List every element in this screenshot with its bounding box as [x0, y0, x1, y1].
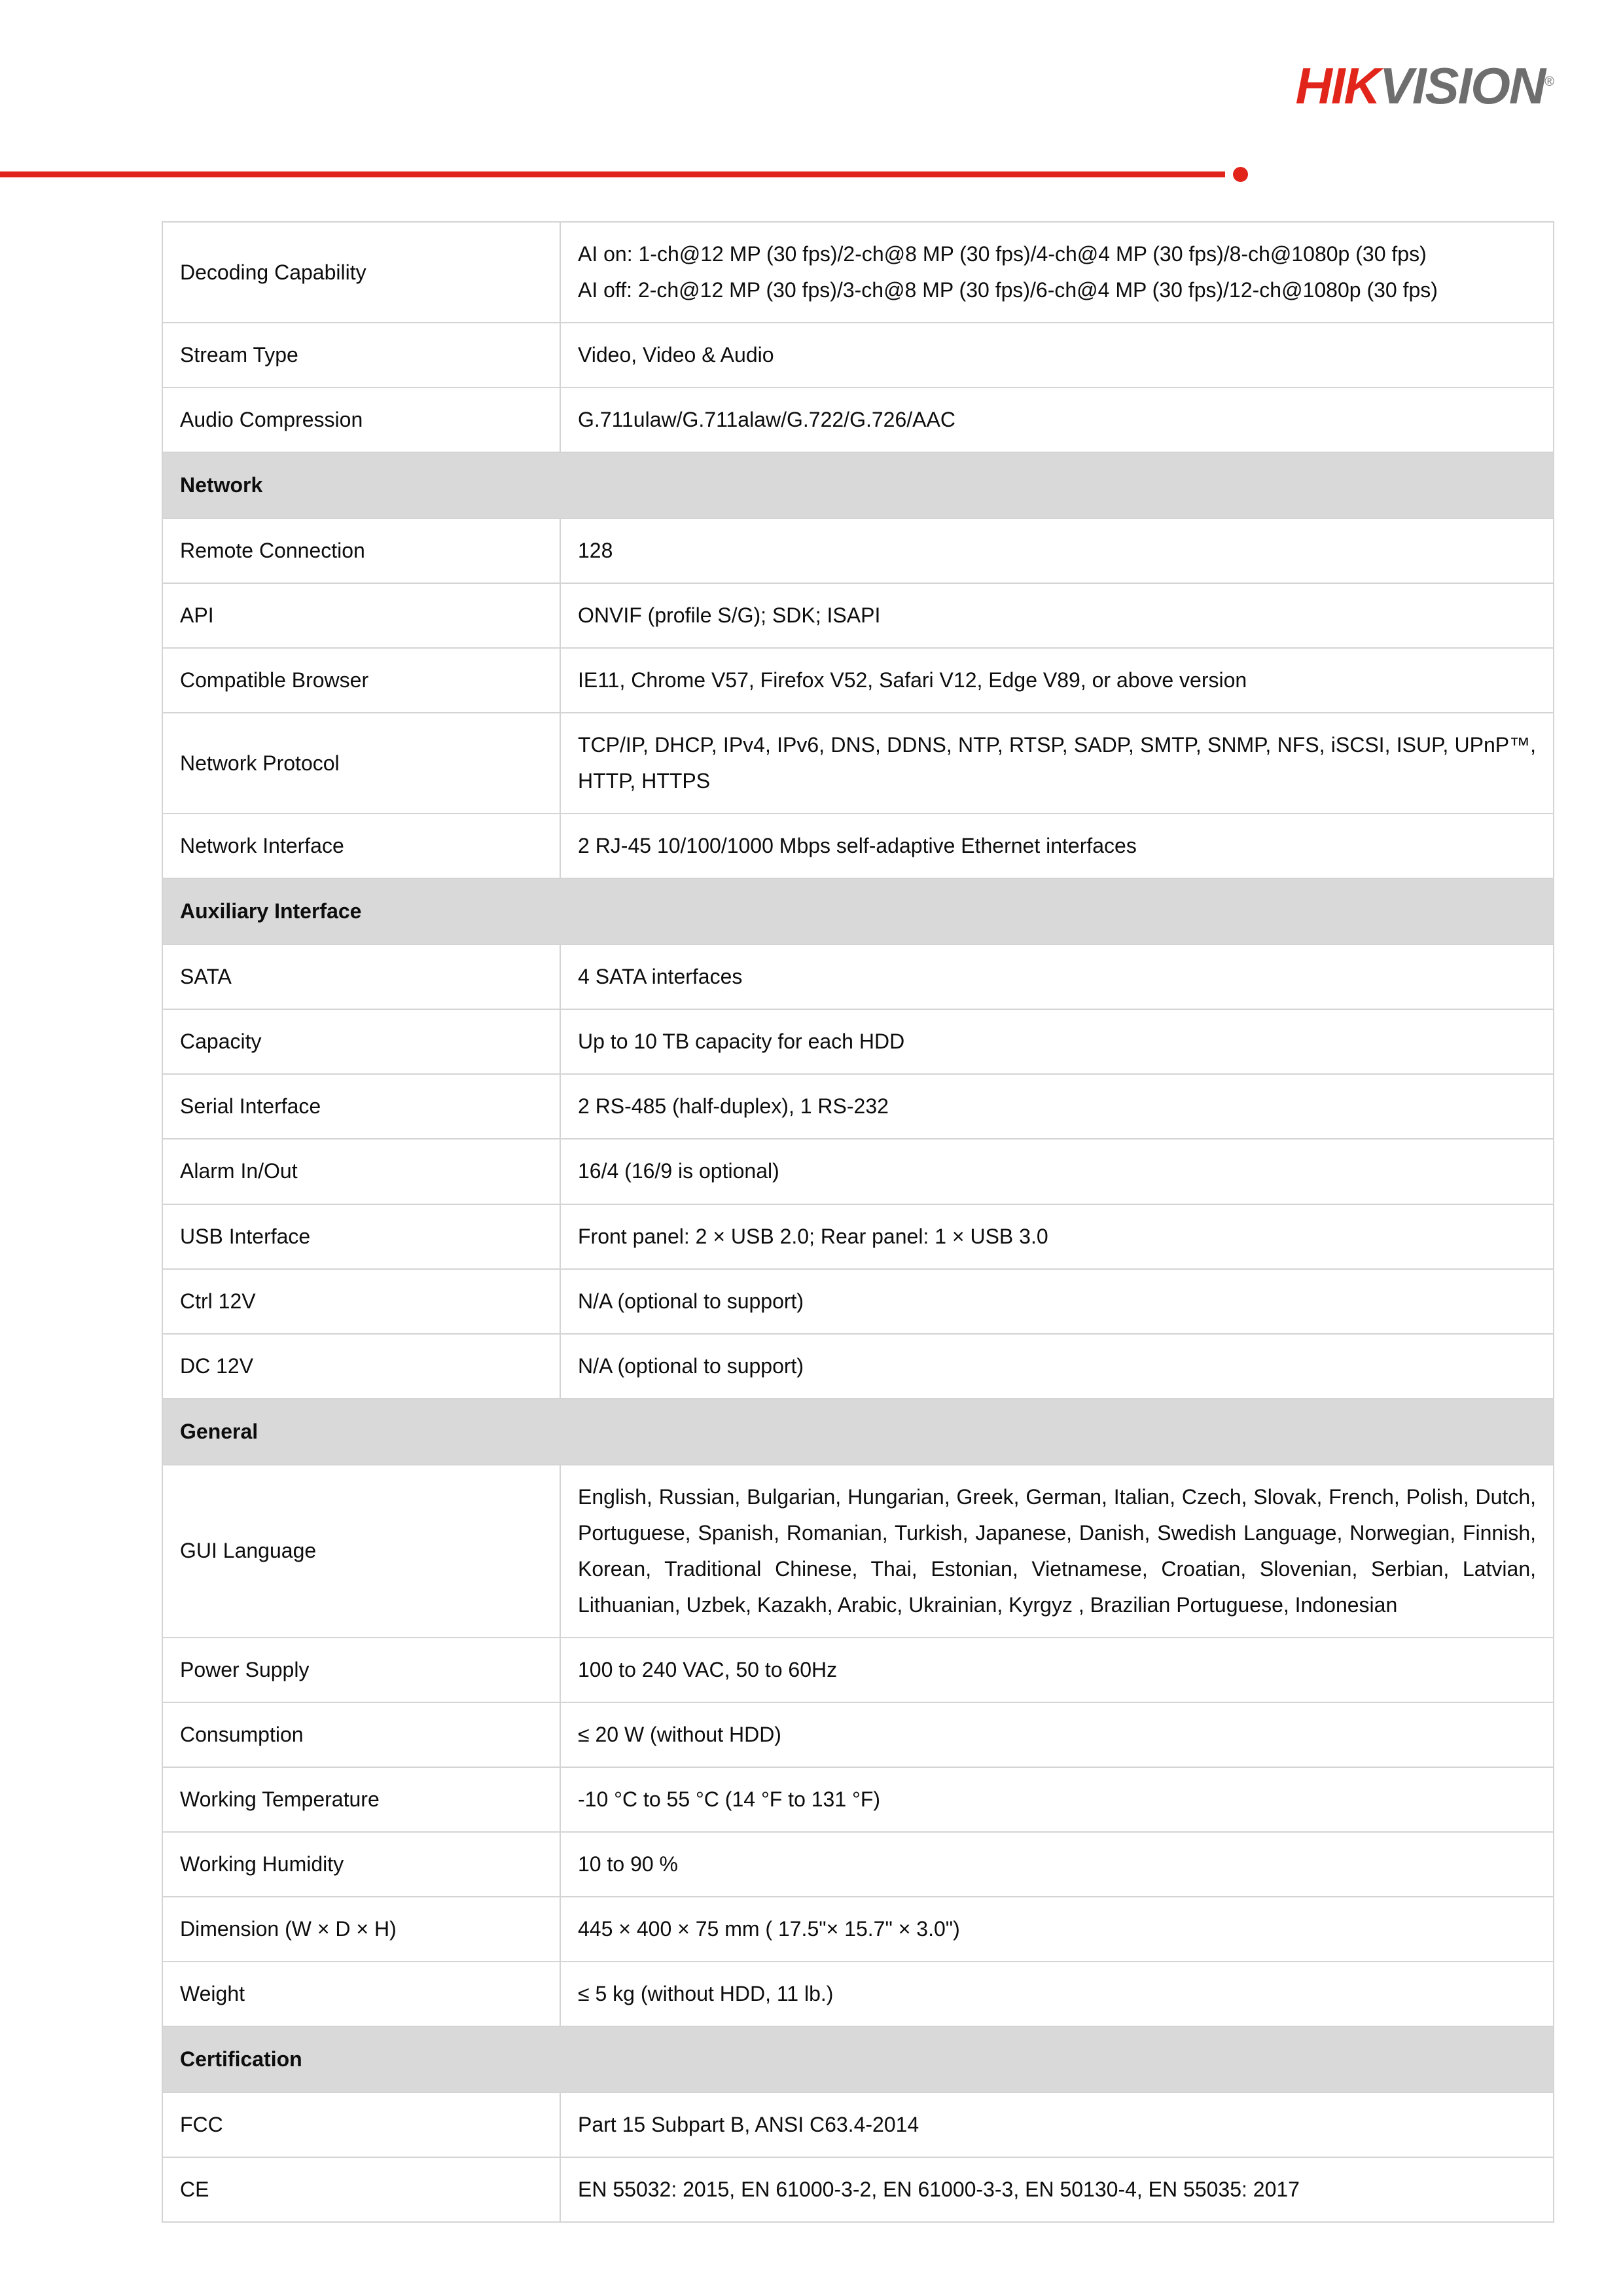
spec-label: Network Protocol — [162, 713, 560, 814]
spec-value: ≤ 5 kg (without HDD, 11 lb.) — [560, 1962, 1554, 2026]
spec-label: API — [162, 583, 560, 648]
spec-label: Ctrl 12V — [162, 1269, 560, 1334]
table-row — [162, 518, 1554, 583]
spec-value: 10 to 90 % — [560, 1832, 1554, 1897]
spec-label: Working Temperature — [162, 1767, 560, 1832]
spec-value: ≤ 20 W (without HDD) — [560, 1702, 1554, 1767]
spec-label: Network Interface — [162, 814, 560, 878]
spec-value: N/A (optional to support) — [560, 1269, 1554, 1334]
spec-label: Consumption — [162, 1702, 560, 1767]
spec-value: Part 15 Subpart B, ANSI C63.4-2014 — [560, 2092, 1554, 2157]
table-row — [162, 1465, 1554, 1638]
spec-label: Compatible Browser — [162, 648, 560, 713]
spec-value: TCP/IP, DHCP, IPv4, IPv6, DNS, DDNS, NTP, RTSP, SADP, SMTP, SNMP, NFS, iSCSI, ISUP, UPnP™, HTTP, HTTPS — [560, 713, 1554, 814]
section-header-label: Network — [162, 452, 1554, 518]
spec-label: SATA — [162, 944, 560, 1009]
section-header-row — [162, 878, 1554, 944]
header-divider-rule — [0, 171, 1225, 177]
spec-value: N/A (optional to support) — [560, 1334, 1554, 1399]
table-row — [162, 1269, 1554, 1334]
spec-label: Capacity — [162, 1009, 560, 1074]
spec-value: 128 — [560, 518, 1554, 583]
spec-value: -10 °C to 55 °C (14 °F to 131 °F) — [560, 1767, 1554, 1832]
section-header-row — [162, 2026, 1554, 2092]
spec-value: 2 RS-485 (half-duplex), 1 RS-232 — [560, 1074, 1554, 1139]
section-header-row — [162, 1399, 1554, 1465]
table-row — [162, 2092, 1554, 2157]
specification-table-body — [162, 222, 1554, 2222]
spec-label: DC 12V — [162, 1334, 560, 1399]
spec-label: Weight — [162, 1962, 560, 2026]
table-row — [162, 1832, 1554, 1897]
spec-value: 16/4 (16/9 is optional) — [560, 1139, 1554, 1204]
specification-table — [162, 221, 1554, 2223]
page-header — [0, 0, 1623, 196]
section-header-label: Certification — [162, 2026, 1554, 2092]
spec-value-line: AI on: 1-ch@12 MP (30 fps)/2-ch@8 MP (30 fps)/4-ch@4 MP (30 fps)/8-ch@1080p (30 fps) — [578, 242, 1427, 266]
logo-text-vision: VISION — [1379, 57, 1545, 115]
spec-label: Power Supply — [162, 1638, 560, 1702]
spec-value: 2 RJ-45 10/100/1000 Mbps self-adaptive Ethernet interfaces — [560, 814, 1554, 878]
table-row — [162, 222, 1554, 323]
logo-text-hik: HIK — [1295, 57, 1380, 115]
specification-table-container — [162, 221, 1553, 2223]
spec-value: Up to 10 TB capacity for each HDD — [560, 1009, 1554, 1074]
table-row — [162, 944, 1554, 1009]
table-row — [162, 648, 1554, 713]
table-row — [162, 1334, 1554, 1399]
spec-value: 4 SATA interfaces — [560, 944, 1554, 1009]
spec-label: CE — [162, 2157, 560, 2222]
spec-label: GUI Language — [162, 1465, 560, 1638]
table-row — [162, 323, 1554, 387]
spec-value: Front panel: 2 × USB 2.0; Rear panel: 1 × USB 3.0 — [560, 1204, 1554, 1269]
spec-value: 445 × 400 × 75 mm ( 17.5"× 15.7" × 3.0") — [560, 1897, 1554, 1962]
table-row — [162, 1204, 1554, 1269]
table-row — [162, 1074, 1554, 1139]
spec-label: Alarm In/Out — [162, 1139, 560, 1204]
spec-value: Video, Video & Audio — [560, 323, 1554, 387]
table-row — [162, 1009, 1554, 1074]
spec-label: USB Interface — [162, 1204, 560, 1269]
hikvision-logo — [1295, 57, 1555, 115]
spec-label: Working Humidity — [162, 1832, 560, 1897]
table-row — [162, 1767, 1554, 1832]
section-header-label: Auxiliary Interface — [162, 878, 1554, 944]
table-row — [162, 583, 1554, 648]
spec-value: IE11, Chrome V57, Firefox V52, Safari V12, Edge V89, or above version — [560, 648, 1554, 713]
spec-label: Serial Interface — [162, 1074, 560, 1139]
section-header-row — [162, 452, 1554, 518]
spec-label: FCC — [162, 2092, 560, 2157]
table-row — [162, 2157, 1554, 2222]
table-row — [162, 1139, 1554, 1204]
header-rule-dot — [1233, 167, 1248, 182]
table-row — [162, 387, 1554, 452]
table-row — [162, 814, 1554, 878]
table-row — [162, 1897, 1554, 1962]
spec-label: Stream Type — [162, 323, 560, 387]
spec-label: Dimension (W × D × H) — [162, 1897, 560, 1962]
spec-value: EN 55032: 2015, EN 61000-3-2, EN 61000-3-3, EN 50130-4, EN 55035: 2017 — [560, 2157, 1554, 2222]
registered-trademark-icon: ® — [1544, 75, 1554, 89]
spec-label: Remote Connection — [162, 518, 560, 583]
table-row — [162, 1702, 1554, 1767]
spec-value: 100 to 240 VAC, 50 to 60Hz — [560, 1638, 1554, 1702]
spec-value — [560, 222, 1554, 323]
section-header-label: General — [162, 1399, 1554, 1465]
table-row — [162, 1638, 1554, 1702]
spec-value-line: AI off: 2-ch@12 MP (30 fps)/3-ch@8 MP (30 fps)/6-ch@4 MP (30 fps)/12-ch@1080p (30 fps) — [578, 278, 1438, 302]
spec-label: Decoding Capability — [162, 222, 560, 323]
spec-value: G.711ulaw/G.711alaw/G.722/G.726/AAC — [560, 387, 1554, 452]
spec-label: Audio Compression — [162, 387, 560, 452]
spec-value: English, Russian, Bulgarian, Hungarian, Greek, German, Italian, Czech, Slovak, French, Polish, Dutch, Portuguese, Spanish, Romanian, Turkish, Japanese, Danish, Swedish Language, Norwegian, Finnish, Korean, Traditional Chinese, Thai, Estonian, Vietnamese, Croatian, Slovenian, Serbian, Latvian, Lithuanian, Uzbek, Kazakh, Arabic, Ukrainian, Kyrgyz , Brazilian Portuguese, Indonesian — [560, 1465, 1554, 1638]
table-row — [162, 1962, 1554, 2026]
spec-value: ONVIF (profile S/G); SDK; ISAPI — [560, 583, 1554, 648]
table-row — [162, 713, 1554, 814]
